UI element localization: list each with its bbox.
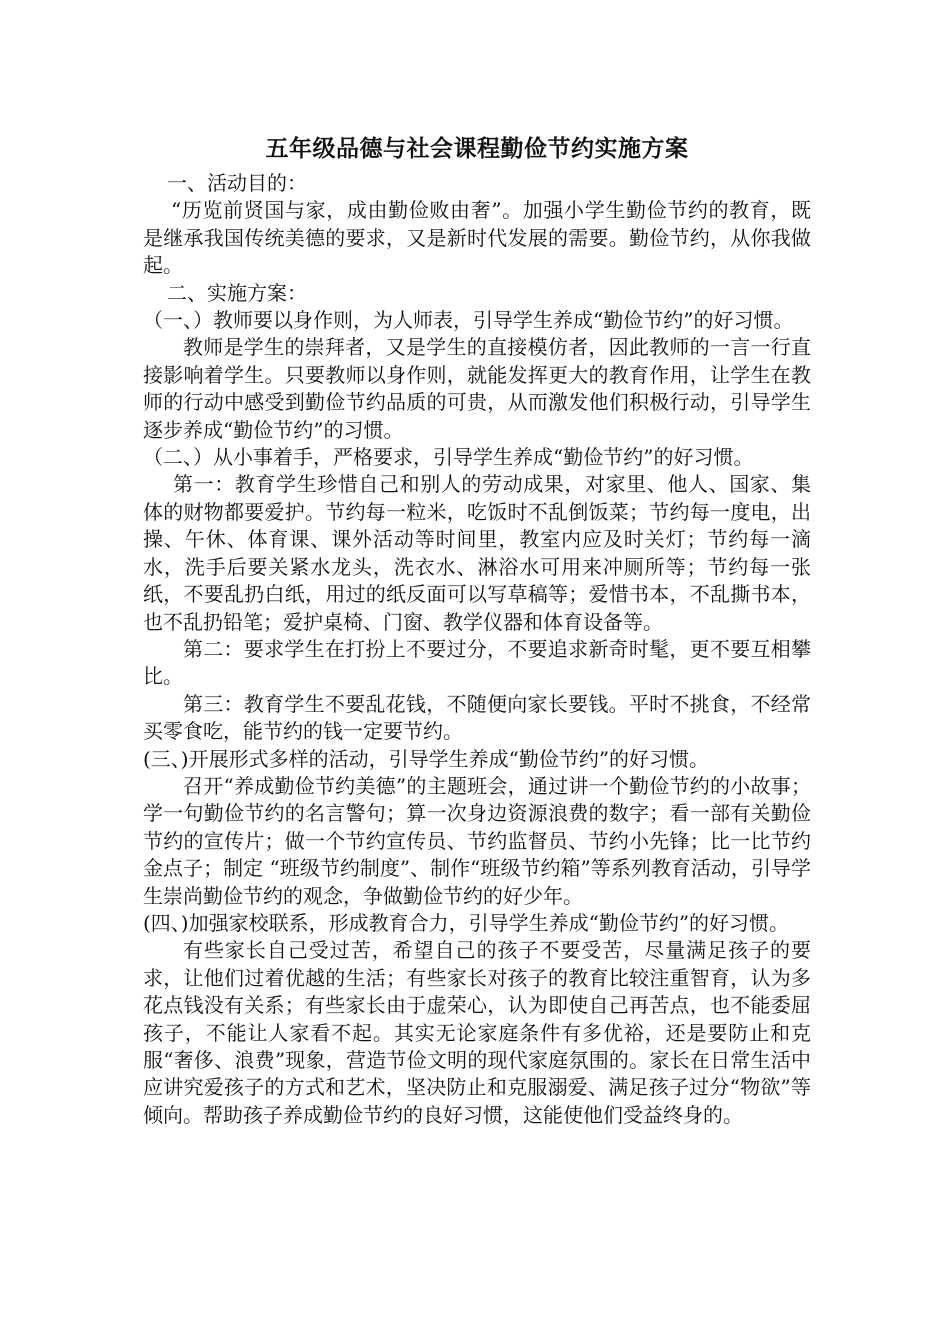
paragraph-first: 第一：教育学生珍惜自己和别人的劳动成果，对家里、他人、国家、集体的财物都要爱护。节约每一粒米，吃饭时不乱倒饭菜；节约每一度电，出操、午休、体育课、课外活动等时间里，教室内应及时关灯；节约每一滴水，洗手后要关紧水龙头，洗衣水、淋浴水可用来冲厕所等；节约每一张纸，不要乱扔白纸，用过的纸反面可以写草稿等；爱惜书本，不乱撕书本，也不乱扔铅笔；爱护桌椅、门窗、教学仪器和体育设备等。 (143, 472, 811, 634)
subheading-activities: (三、)开展形式多样的活动，引导学生养成“勤俭节约”的好习惯。 (143, 746, 710, 771)
subheading-home-school: (四、)加强家校联系，形成教育合力，引导学生养成“勤俭节约”的好习惯。 (143, 910, 790, 935)
subheading-teachers: （一、）教师要以身作则，为人师表，引导学生养成“勤俭节约”的好习惯。 (143, 308, 794, 333)
paragraph-second: 第二：要求学生在打扮上不要过分，不要追求新奇时髦，更不要互相攀比。 (143, 636, 811, 689)
document-title: 五年级品德与社会课程勤俭节约实施方案 (265, 135, 689, 162)
paragraph-teachers: 教师是学生的崇拜者，又是学生的直接模仿者，因此教师的一言一行直接影响着学生。只要教师以身作则，就能发挥更大的教育作用，让学生在教师的行动中感受到勤俭节约品质的可贵，从而激发他们积极行动，引导学生逐步养成“勤俭节约”的习惯。 (143, 335, 811, 442)
section-heading-plan: 二、实施方案： (167, 280, 307, 305)
document-page (143, 132, 811, 1129)
subheading-small-things: （二、）从小事着手，严格要求，引导学生养成“勤俭节约”的好习惯。 (143, 445, 754, 470)
paragraph-third: 第三：教育学生不要乱花钱，不随便向家长要钱。平时不挑食，不经常买零食吃，能节约的钱一定要节约。 (143, 691, 811, 744)
paragraph-purpose: “历览前贤国与家，成由勤俭败由奢”。加强小学生勤俭节约的教育，既是继承我国传统美德的要求，又是新时代发展的需要。勤俭节约，从你我做起。 (143, 198, 811, 278)
section-heading-purpose: 一、活动目的： (167, 171, 307, 195)
paragraph-home-school: 有些家长自己受过苦，希望自己的孩子不要受苦，尽量满足孩子的要求，让他们过着优越的生活；有些家长对孩子的教育比较注重智育，认为多花点钱没有关系；有些家长由于虚荣心，认为即使自己再苦点，也不能委屈孩子，不能让人家看不起。其实无论家庭条件有多优裕，还是要防止和克服“奢侈、浪费”现象，营造节俭文明的现代家庭氛围的。家长在日常生活中应讲究爱孩子的方式和艺术，坚决防止和克服溺爱、满足孩子过分“物欲”等倾向。帮助孩子养成勤俭节约的良好习惯，这能使他们受益终身的。 (143, 938, 811, 1127)
paragraph-activities: 召开“养成勤俭节约美德”的主题班会，通过讲一个勤俭节约的小故事；学一句勤俭节约的名言警句；算一次身边资源浪费的数字；看一部有关勤俭节约的宣传片；做一个节约宣传员、节约监督员、节约小先锋；比一比节约金点子；制定 “班级节约制度”、制作“班级节约箱”等系列教育活动，引导学生崇尚勤俭节约的观念，争做勤俭节约的好少年。 (143, 773, 811, 908)
